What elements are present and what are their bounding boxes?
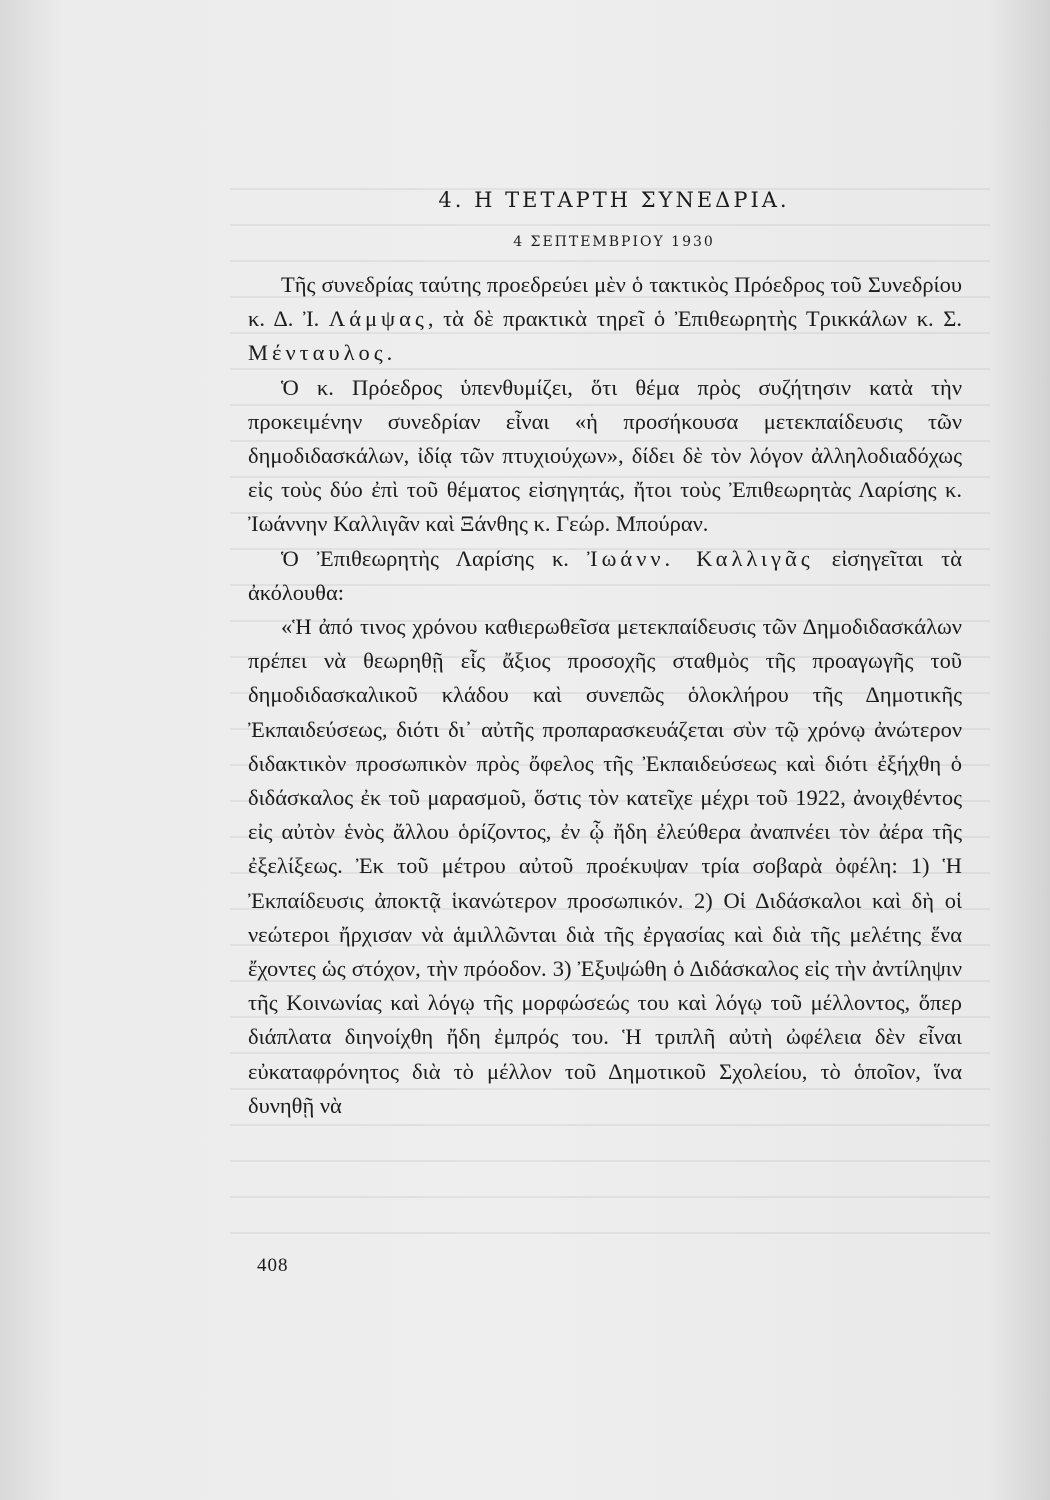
chapter-title: 4. Η ΤΕΤΑΡΤΗ ΣΥΝΕΔΡΙΑ. — [438, 188, 790, 212]
paragraph-3-text-a: Ὁ Ἐπιθεωρητὴς Λαρίσης κ. — [281, 545, 569, 571]
session-date: 4 ΣΕΠΤΕΜΒΡΙΟΥ 1930 — [513, 234, 715, 250]
paragraph-4: «Ἡ ἀπό τινος χρόνου καθιερωθεῖσα μετεκπαίδευσις τῶν Δημοδιδασκάλων πρέπει νὰ θεωρηθῇ εἷς ἄξιος προσοχῆς σταθμὸς τῆς προαγωγῆς τοῦ δημοδιδασκαλικοῦ κλάδου καὶ συνεπῶς ὁλοκλήρου τῆς Δημοτικῆς Ἐκπαιδεύσεως, διότι δι᾽ αὐτῆς προπαρασκευάζεται σὺν τῷ χρόνῳ ἀνώτερον διδακτικὸν προσωπικὸν πρὸς ὄφελος τῆς Ἐκπαιδεύσεως καὶ διότι ἐξήχθη ὁ διδάσκαλος ἐκ τοῦ μαρασμοῦ, ὅστις τὸν κατεῖχε μέχρι τοῦ 1922, ἀνοιχθέντος εἰς αὐτὸν ἑνὸς ἄλλου ὁρίζοντος, ἐν ᾧ ἤδη ἐλεύθερα ἀναπνέει τὸν ἀέρα τῆς ἐξελίξεως. Ἐκ τοῦ μέτρου αὐτοῦ προέκυψαν τρία σοβαρὰ ὀφέλη: 1) Ἡ Ἐκπαίδευσις ἀποκτᾷ ἱκανώτερον προσωπικόν. 2) Οἱ Διδάσκαλοι καὶ δὴ οἱ νεώτεροι ἤρχισαν νὰ ἁμιλλῶνται διὰ τῆς ἐργασίας καὶ διὰ τῆς μελέτης ἕνα ἔχοντες ὡς στόχον, τὴν πρόοδον. 3) Ἐξυψώθη ὁ Διδάσκαλος εἰς τὴν ἀντίληψιν τῆς Κοινωνίας καὶ λόγῳ τῆς μορφώσεώς του καὶ λόγῳ τοῦ μέλλοντος, ὅπερ διάπλατα διηνοίχθη ἤδη ἐμπρός του. Ἡ τριπλῆ αὐτὴ ὠφέλεια δὲν εἶναι εὐκαταφρόνητος διὰ τὸ μέλλον τοῦ Δημοτικοῦ Σχολείου, τὸ ὁποῖον, ἵνα δυνηθῇ νὰ — [248, 614, 962, 1118]
secretary-name: Μένταυλος — [248, 340, 387, 366]
speaker-name: Ἰωάνν. Καλλιγᾶς — [587, 545, 814, 571]
paragraph-1-text-c: . — [386, 340, 393, 366]
paragraph-3 — [248, 542, 962, 610]
paragraph-3-text-b: εἰσηγεῖται τὰ ἀκόλουθα: — [248, 545, 963, 605]
paragraph-1 — [248, 268, 962, 371]
page-number: 408 — [257, 1255, 289, 1276]
page-content — [248, 188, 962, 1123]
paragraph-1-text-b: , τὰ δὲ πρακτικὰ τηρεῖ ὁ Ἐπιθεωρητὴς Τρικκάλων κ. Σ. — [427, 306, 963, 332]
president-name: Λάμψας — [328, 306, 428, 332]
paragraph-2: Ὁ κ. Πρόεδρος ὑπενθυμίζει, ὅτι θέμα πρὸς συζήτησιν κατὰ τὴν προκειμένην συνεδρίαν εἶναι «ἡ προσήκουσα μετεκπαίδευσις τῶν δημοδιδασκάλων, ἰδίᾳ τῶν πτυχιούχων», δίδει δὲ τὸν λόγον ἀλληλοδιαδόχως εἰς τοὺς δύο ἐπὶ τοῦ θέματος εἰσηγητάς, ἤτοι τοὺς Ἐπιθεωρητὰς Λαρίσης κ. Ἰωάννην Καλλιγᾶν καὶ Ξάνθης κ. Γεώρ. Μπούραν. — [248, 374, 962, 537]
paragraph-1-text-a: Τῆς συνεδρίας ταύτης προεδρεύει μὲν ὁ τακτικὸς Πρόεδρος τοῦ Συνεδρίου κ. Δ. Ἰ. — [248, 272, 962, 332]
